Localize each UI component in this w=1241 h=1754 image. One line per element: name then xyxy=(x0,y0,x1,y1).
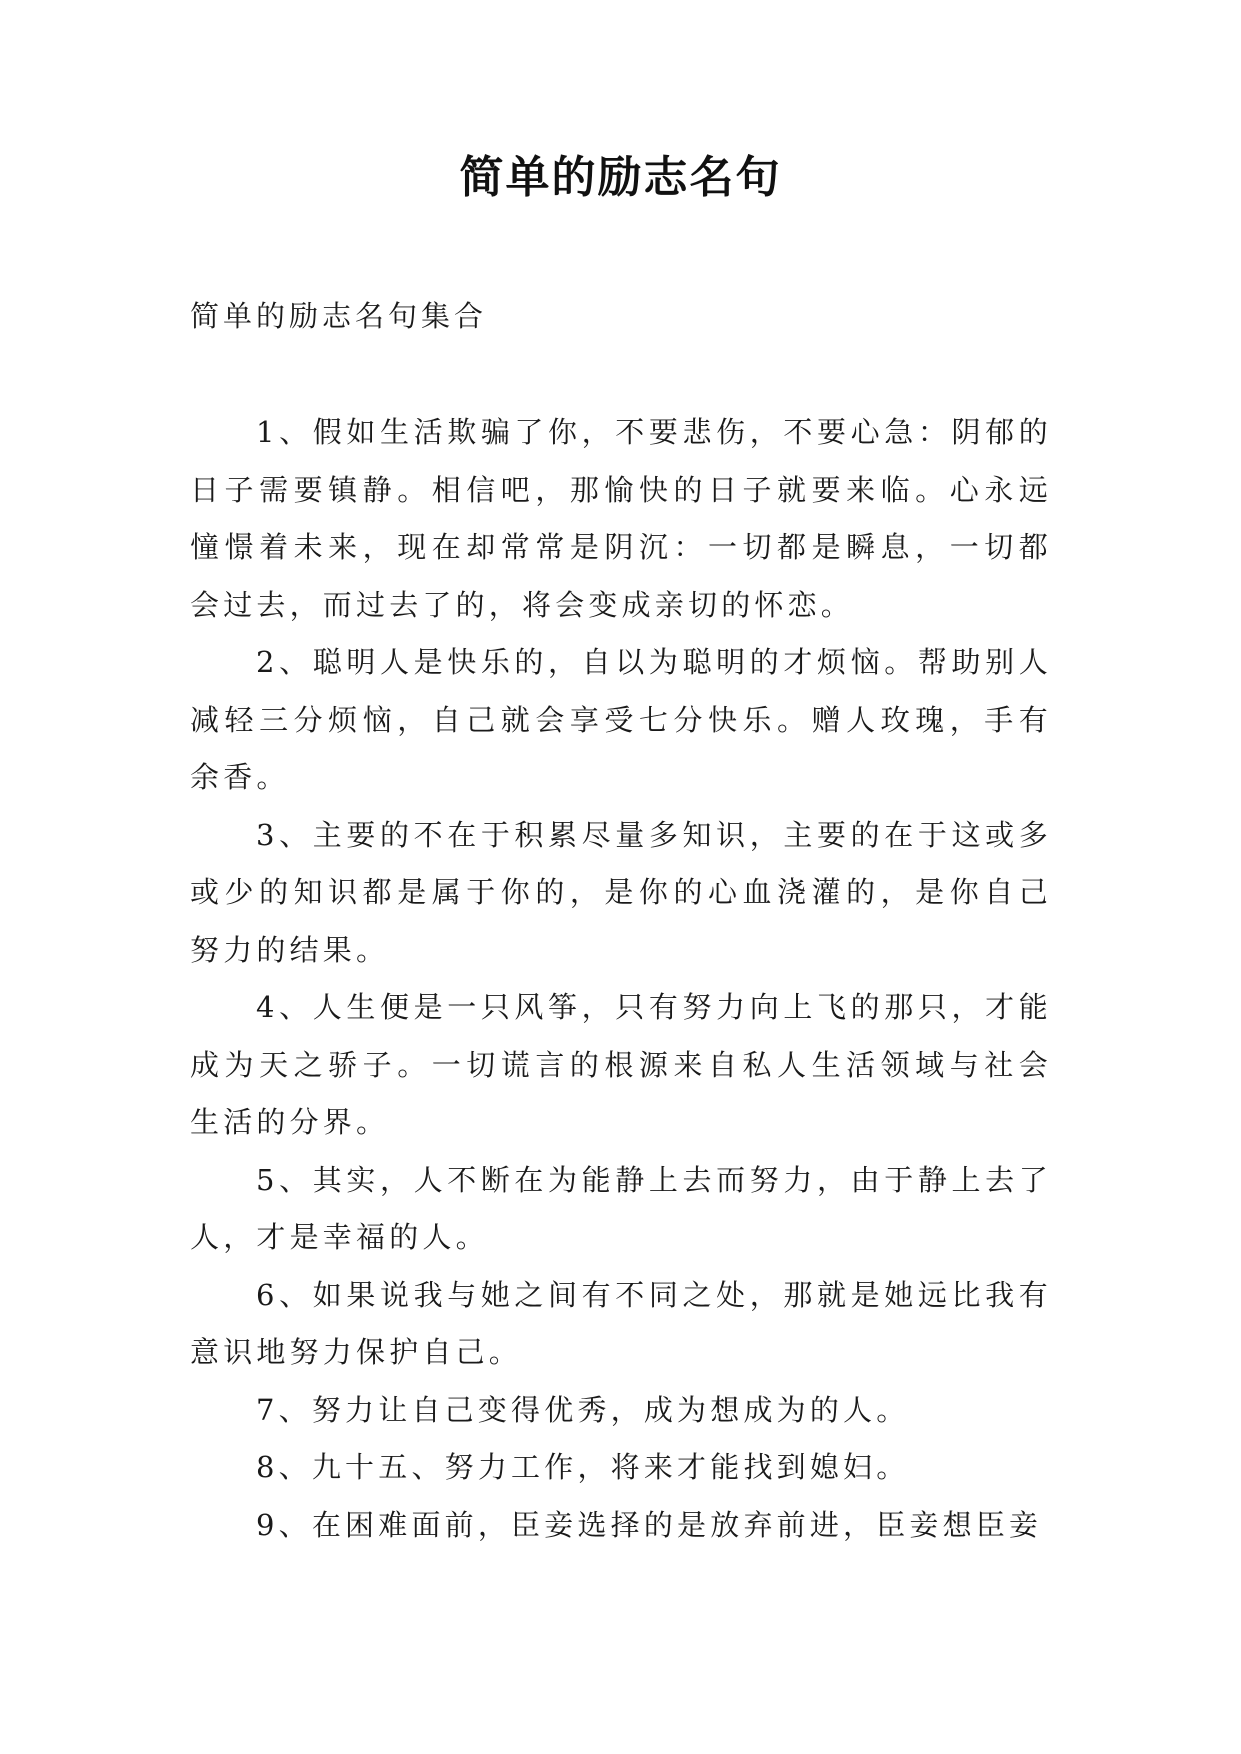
document-subtitle: 简单的励志名句集合 xyxy=(190,299,488,333)
document-title: 简单的励志名句 xyxy=(459,152,782,203)
quote-paragraph-8: 8、九十五、努力工作，将来才能找到媳妇。 xyxy=(256,1450,910,1484)
quote-paragraph-3: 3、主要的不在于积累尽量多知识，主要的在于这或多或少的知识都是属于你的，是你的心血浇灌的，是你自己努力的结果。 xyxy=(190,817,1052,967)
quote-paragraph-7: 7、努力让自己变得优秀，成为想成为的人。 xyxy=(256,1392,910,1427)
quote-paragraph-9: 9、在困难面前，臣妾选择的是放弃前进，臣妾想臣妾 xyxy=(256,1507,1043,1542)
quote-paragraph-5: 5、其实，人不断在为能静上去而努力，由于静上去了人，才是幸福的人。 xyxy=(190,1162,1052,1254)
quote-paragraph-6: 6、如果说我与她之间有不同之处，那就是她远比我有意识地努力保护自己。 xyxy=(190,1277,1052,1369)
quote-paragraph-2: 2、聪明人是快乐的，自以为聪明的才烦恼。帮助别人减轻三分烦恼，自己就会享受七分快乐。赠人玫瑰，手有余香。 xyxy=(190,645,1052,794)
quote-paragraph-1: 1、假如生活欺骗了你，不要悲伤，不要心急：阴郁的日子需要镇静。相信吧，那愉快的日子就要来临。心永远憧憬着未来，现在却常常是阴沉：一切都是瞬息，一切都会过去，而过去了的，将会变成亲切的怀恋。 xyxy=(190,415,1052,622)
document-body xyxy=(190,404,1052,1554)
quote-paragraph-4: 4、人生便是一只风筝，只有努力向上飞的那只，才能成为天之骄子。一切谎言的根源来自私人生活领域与社会生活的分界。 xyxy=(190,990,1052,1139)
